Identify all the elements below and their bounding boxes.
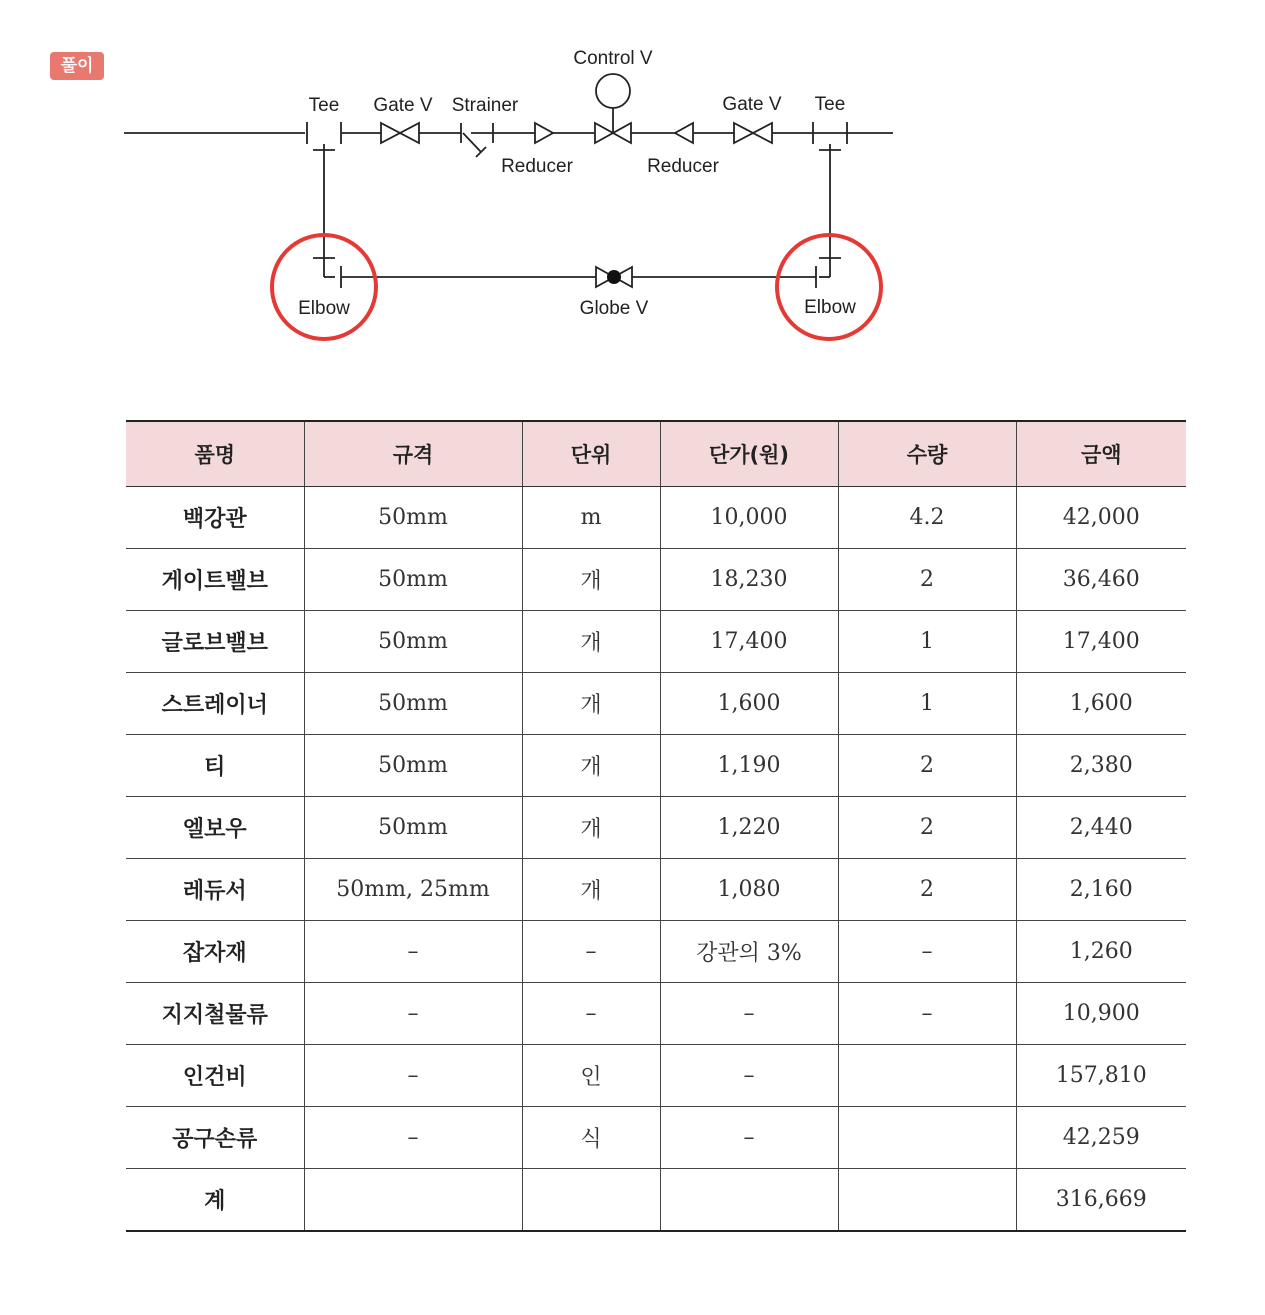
unit-cell: –	[522, 983, 660, 1045]
quantity-cell: 2	[838, 549, 1016, 611]
quantity-cell: 2	[838, 735, 1016, 797]
unit-price-cell: 1,080	[660, 859, 838, 921]
item-name-cell: 백강관	[126, 487, 304, 549]
control-valve-label: Control V	[573, 48, 653, 69]
amount-cell: 1,600	[1016, 673, 1186, 735]
amount-cell: 10,900	[1016, 983, 1186, 1045]
unit-cell: 개	[522, 673, 660, 735]
elbow-right-label: Elbow	[804, 297, 856, 318]
spec-cell: 50mm	[304, 797, 522, 859]
unit-price-cell: –	[660, 1045, 838, 1107]
unit-price-cell: 18,230	[660, 549, 838, 611]
amount-cell: 42,259	[1016, 1107, 1186, 1169]
quantity-cell: 1	[838, 673, 1016, 735]
strainer-label: Strainer	[451, 95, 519, 116]
unit-cell	[522, 1169, 660, 1232]
unit-cell: 개	[522, 859, 660, 921]
item-name-cell: 공구손류	[126, 1107, 304, 1169]
amount-cell: 316,669	[1016, 1169, 1186, 1232]
spec-cell: –	[304, 921, 522, 983]
table-row	[126, 611, 1186, 673]
unit-cell: 개	[522, 797, 660, 859]
item-name-cell: 레듀서	[126, 859, 304, 921]
header-amount: 금액	[1016, 421, 1186, 487]
amount-cell: 157,810	[1016, 1045, 1186, 1107]
unit-price-cell: 1,220	[660, 797, 838, 859]
gate-right-label: Gate V	[722, 94, 782, 115]
header-quantity: 수량	[838, 421, 1016, 487]
solution-badge: 풀이	[50, 52, 104, 80]
tee-right-label: Tee	[814, 94, 846, 115]
amount-cell: 17,400	[1016, 611, 1186, 673]
tee-left-label: Tee	[308, 95, 340, 116]
header-spec: 규격	[304, 421, 522, 487]
item-name-cell: 게이트밸브	[126, 549, 304, 611]
quantity-cell: 2	[838, 797, 1016, 859]
quantity-cell: 2	[838, 859, 1016, 921]
table-row	[126, 735, 1186, 797]
table-row	[126, 983, 1186, 1045]
table-row	[126, 487, 1186, 549]
elbow-right-highlight	[777, 235, 881, 339]
item-name-cell: 티	[126, 735, 304, 797]
amount-cell: 1,260	[1016, 921, 1186, 983]
table-header-row	[126, 421, 1186, 487]
item-name-cell: 엘보우	[126, 797, 304, 859]
item-name-cell: 계	[126, 1169, 304, 1232]
amount-cell: 36,460	[1016, 549, 1186, 611]
quantity-cell	[838, 1107, 1016, 1169]
item-name-cell: 스트레이너	[126, 673, 304, 735]
unit-cell: 개	[522, 735, 660, 797]
header-unit: 단위	[522, 421, 660, 487]
unit-price-cell: 1,600	[660, 673, 838, 735]
table-row	[126, 1107, 1186, 1169]
quantity-cell: 4.2	[838, 487, 1016, 549]
cost-table	[126, 420, 1186, 1232]
piping-diagram	[0, 0, 1265, 370]
spec-cell: –	[304, 1045, 522, 1107]
spec-cell: 50mm	[304, 549, 522, 611]
table-row	[126, 797, 1186, 859]
spec-cell: 50mm	[304, 735, 522, 797]
unit-cell: –	[522, 921, 660, 983]
unit-price-cell: 17,400	[660, 611, 838, 673]
unit-cell: 개	[522, 549, 660, 611]
quantity-cell	[838, 1169, 1016, 1232]
quantity-cell: –	[838, 921, 1016, 983]
unit-price-cell: 10,000	[660, 487, 838, 549]
table-row	[126, 921, 1186, 983]
spec-cell: –	[304, 983, 522, 1045]
quantity-cell	[838, 1045, 1016, 1107]
item-name-cell: 글로브밸브	[126, 611, 304, 673]
item-name-cell: 지지철물류	[126, 983, 304, 1045]
spec-cell: 50mm	[304, 673, 522, 735]
quantity-cell: 1	[838, 611, 1016, 673]
item-name-cell: 잡자재	[126, 921, 304, 983]
globe-valve-label: Globe V	[579, 298, 649, 319]
header-unit-price: 단가(원)	[660, 421, 838, 487]
spec-cell	[304, 1169, 522, 1232]
quantity-cell: –	[838, 983, 1016, 1045]
unit-price-cell	[660, 1169, 838, 1232]
amount-cell: 2,380	[1016, 735, 1186, 797]
spec-cell: 50mm	[304, 487, 522, 549]
header-item-name: 품명	[126, 421, 304, 487]
elbow-left-label: Elbow	[298, 298, 350, 319]
reducer-left-label: Reducer	[501, 156, 573, 177]
amount-cell: 2,440	[1016, 797, 1186, 859]
table-row	[126, 859, 1186, 921]
table-row	[126, 673, 1186, 735]
reducer-right-label: Reducer	[647, 156, 719, 177]
gate-left-label: Gate V	[373, 95, 433, 116]
unit-cell: 식	[522, 1107, 660, 1169]
unit-cell: m	[522, 487, 660, 549]
table-row	[126, 549, 1186, 611]
table-row	[126, 1169, 1186, 1232]
unit-cell: 인	[522, 1045, 660, 1107]
spec-cell: 50mm	[304, 611, 522, 673]
amount-cell: 42,000	[1016, 487, 1186, 549]
unit-price-cell: –	[660, 1107, 838, 1169]
spec-cell: 50mm, 25mm	[304, 859, 522, 921]
amount-cell: 2,160	[1016, 859, 1186, 921]
unit-cell: 개	[522, 611, 660, 673]
unit-price-cell: –	[660, 983, 838, 1045]
unit-price-cell: 강관의 3%	[660, 921, 838, 983]
unit-price-cell: 1,190	[660, 735, 838, 797]
spec-cell: –	[304, 1107, 522, 1169]
item-name-cell: 인건비	[126, 1045, 304, 1107]
table-row	[126, 1045, 1186, 1107]
